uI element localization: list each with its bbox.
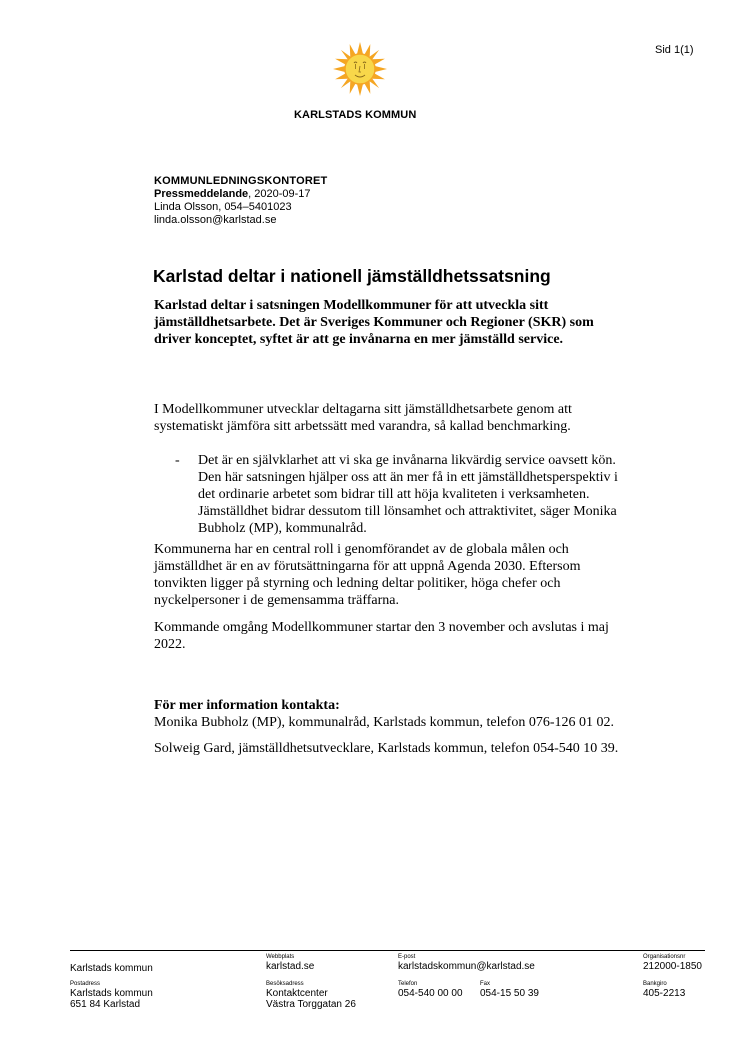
footer-orgnr-value: 212000-1850 — [643, 961, 702, 972]
doc-type: Pressmeddelande — [154, 188, 249, 200]
footer-web-label: Webbplats — [266, 954, 295, 960]
footer-divider — [70, 950, 705, 951]
footer-visit-label: Besöksadress — [266, 981, 304, 987]
footer-orgnr — [643, 954, 702, 972]
footer-email-label: E-post — [398, 954, 416, 960]
footer-email — [398, 954, 535, 972]
footer-bankgiro — [643, 981, 685, 999]
footer-phone-value: 054-540 00 00 — [398, 988, 463, 999]
quote-dash: - — [175, 453, 180, 468]
contact-heading: För mer information kontakta: — [154, 698, 340, 713]
footer-visit — [266, 981, 356, 1010]
footer-phone — [398, 981, 463, 999]
karlstad-sun-logo-icon — [333, 42, 387, 96]
footer-fax — [480, 981, 539, 999]
department: KOMMUNLEDNINGSKONTORET — [154, 175, 328, 187]
contact-person: Linda Olsson, 054–5401023 — [154, 201, 292, 213]
paragraph-3: Kommande omgång Modellkommuner startar den 3 november och avslutas i maj 2022. — [154, 620, 609, 652]
footer-visit-line-2: Västra Torggatan 26 — [266, 999, 356, 1010]
headline: Karlstad deltar i nationell jämställdhetssatsning — [153, 266, 551, 286]
press-date: , 2020-09-17 — [248, 188, 311, 200]
footer-email-value: karlstadskommun@karlstad.se — [398, 961, 535, 972]
lead-paragraph: Karlstad deltar i satsningen Modellkommuner för att utveckla sitt jämställdhetsarbete. Det är Sveriges Kommuner och Regioner (SKR) som driver konceptet, syftet är att ge invånarna en mer jämställd service. — [154, 298, 594, 347]
footer-web — [266, 954, 314, 972]
press-line — [154, 188, 327, 201]
footer-fax-label: Fax — [480, 981, 491, 987]
paragraph-2: Kommunerna har en central roll i genomförandet av de globala målen och jämställdhet är en av förutsättningarna för att uppnå Agenda 2030. Eftersom tonvikten ligger på styrning och ledning deltar politiker, höga chefer och nyckelpersoner i de gemensamma träffarna. — [154, 542, 581, 608]
footer-fax-value: 054-15 50 39 — [480, 988, 539, 999]
intro-paragraph: I Modellkommuner utvecklar deltagarna sitt jämställdhetsarbete genom att systematiskt jämföra sitt arbetssätt med varandra, så kallad benchmarking. — [154, 402, 572, 434]
footer-phone-label: Telefon — [398, 981, 418, 987]
footer-bankgiro-label: Bankgiro — [643, 981, 667, 987]
page-number: Sid 1(1) — [655, 44, 694, 56]
footer-bankgiro-value: 405-2213 — [643, 988, 686, 999]
contact-person-2: Solweig Gard, jämställdhetsutvecklare, Karlstads kommun, telefon 054-540 10 39. — [154, 741, 619, 756]
footer-web-value: karlstad.se — [266, 961, 315, 972]
footer-postal — [70, 981, 153, 1010]
brand-name: KARLSTADS KOMMUN — [294, 109, 417, 121]
footer-postal-line-1: Karlstads kommun — [70, 988, 153, 999]
quote-text: Det är en självklarhet att vi ska ge invånarna likvärdig service oavsett kön. Den här satsningen hjälper oss att än mer få in ett jämställdhetsperspektiv i det ordinarie arbetet som bidrar till att höja kvaliteten i verksamheten. Jämställdhet bidrar dessutom till lönsamhet och attraktivitet, säger Monika Bubholz (MP), kommunalråd. — [198, 453, 618, 536]
footer-visit-line-1: Kontaktcenter — [266, 988, 328, 999]
sender-block — [154, 175, 327, 227]
contact-email: linda.olsson@karlstad.se — [154, 214, 277, 226]
footer-orgnr-label: Organisationsnr — [643, 954, 686, 960]
contact-section — [154, 697, 629, 757]
footer-org-name: Karlstads kommun — [70, 963, 153, 974]
quote-paragraph — [154, 452, 629, 537]
contact-person-1: Monika Bubholz (MP), kommunalråd, Karlstads kommun, telefon 076-126 01 02. — [154, 715, 614, 730]
sun-face — [345, 54, 375, 84]
body-text — [154, 401, 629, 653]
footer-postal-line-2: 651 84 Karlstad — [70, 999, 141, 1010]
footer-postal-label: Postadress — [70, 981, 101, 987]
